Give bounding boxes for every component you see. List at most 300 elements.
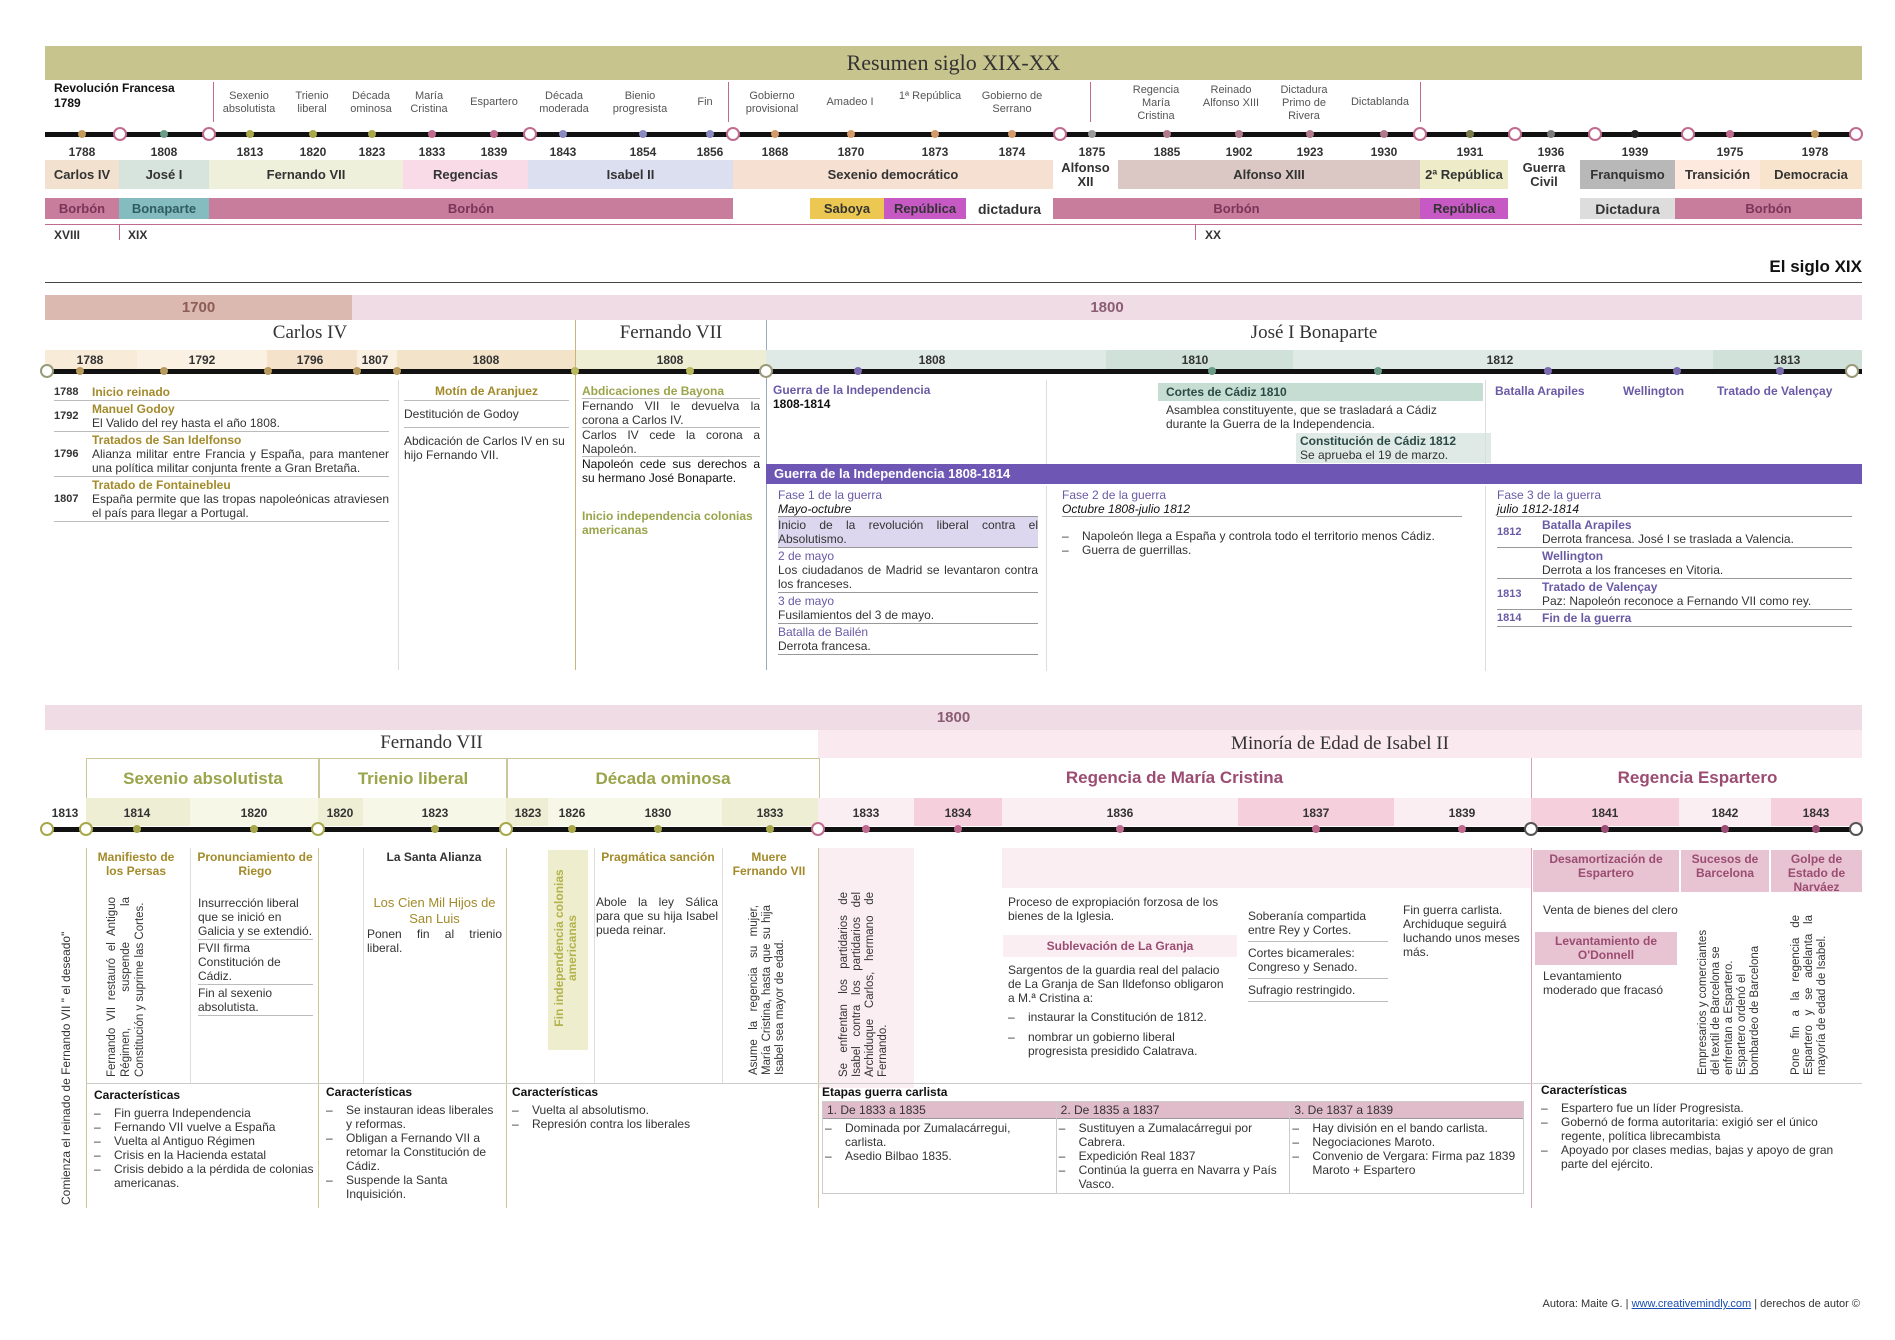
timeline-dot bbox=[568, 825, 576, 833]
top-label: Gobierno de Serrano bbox=[981, 90, 1043, 115]
s1-year: 1810 bbox=[1181, 353, 1209, 367]
event-title: Inicio reinado bbox=[92, 385, 171, 399]
revolution-label bbox=[54, 81, 175, 111]
s2-year: 1833 bbox=[852, 806, 880, 820]
granja-list bbox=[1008, 1010, 1233, 1064]
s1-year: 1808 bbox=[472, 353, 500, 367]
top-year: 1823 bbox=[358, 145, 386, 159]
s2-year: 1823 bbox=[421, 806, 449, 820]
period-trienio bbox=[318, 758, 508, 799]
s2-year: 1836 bbox=[1106, 806, 1134, 820]
fase2-title: Fase 2 de la guerra bbox=[1062, 488, 1167, 502]
cortes-block bbox=[1158, 383, 1483, 433]
s2-year: 1842 bbox=[1711, 806, 1739, 820]
century-label: XVIII bbox=[54, 228, 81, 242]
timeline-dot bbox=[559, 130, 567, 138]
aranjuez-title: Motín de Aranjuez bbox=[404, 384, 569, 401]
etapas-block bbox=[822, 1085, 1524, 1194]
head-riego: Pronunciamiento de Riego bbox=[197, 850, 313, 878]
top-year: 1839 bbox=[480, 145, 508, 159]
fase1-block bbox=[778, 488, 1038, 655]
fase3-item bbox=[1497, 610, 1852, 627]
top-year: 1868 bbox=[761, 145, 789, 159]
divider bbox=[190, 848, 191, 1083]
timeline-dot bbox=[1721, 825, 1729, 833]
event-title: Manuel Godoy bbox=[92, 402, 175, 416]
etapa-header: 3. De 1837 a 1839 bbox=[1290, 1102, 1523, 1119]
timeline-dot bbox=[490, 130, 498, 138]
characteristic-item: – Espartero fue un líder Progresista. bbox=[1541, 1101, 1859, 1115]
fase3-year: 1813 bbox=[1497, 588, 1522, 600]
s2-year: 1833 bbox=[756, 806, 784, 820]
fase1-title: Fase 1 de la guerra bbox=[778, 488, 883, 502]
dynasty-saboya: Saboya bbox=[810, 198, 884, 219]
s2-year: 1830 bbox=[644, 806, 672, 820]
divider bbox=[818, 848, 819, 1208]
timeline-dot bbox=[1466, 130, 1474, 138]
s2-year: 1820 bbox=[326, 806, 354, 820]
granja-text: Sargentos de la guardia real del palacio de La Granja de San Ildefonso obligaron a M.ª Cristina a: bbox=[1008, 963, 1224, 1005]
s2-year: 1834 bbox=[944, 806, 972, 820]
event-row bbox=[54, 477, 389, 522]
reign-segunda-republica: 2ª República bbox=[1420, 160, 1508, 189]
reign-sexenio: Sexenio democrático bbox=[733, 160, 1053, 189]
col-bg bbox=[914, 848, 1002, 1088]
head-pragmatica: Pragmática sanción bbox=[601, 850, 715, 864]
top-separator bbox=[1420, 82, 1421, 122]
top-year: 1873 bbox=[921, 145, 949, 159]
top-label: Amadeo I bbox=[826, 96, 874, 108]
timeline-dot bbox=[771, 130, 779, 138]
s2-year: 1837 bbox=[1302, 806, 1330, 820]
ruler-carlos-iv: Carlos IV bbox=[272, 322, 348, 343]
century-separator bbox=[119, 224, 120, 240]
timeline-dot bbox=[1547, 130, 1555, 138]
century-row bbox=[45, 224, 1862, 225]
fase2-block bbox=[1062, 488, 1462, 557]
s2-year: 1841 bbox=[1591, 806, 1619, 820]
fase2-item: – Guerra de guerrillas. bbox=[1062, 543, 1462, 557]
characteristic-item: – Suspende la Santa Inquisición. bbox=[326, 1173, 501, 1201]
divider bbox=[1485, 486, 1486, 671]
timeline-ring bbox=[1681, 127, 1695, 141]
s1-year: 1808 bbox=[656, 353, 684, 367]
timeline-dot bbox=[250, 825, 258, 833]
timeline-dot bbox=[1544, 367, 1552, 375]
reign-transicion: Transición bbox=[1675, 160, 1760, 189]
fase3-item-text: Derrota a los franceses en Vitoria. bbox=[1542, 563, 1724, 577]
timeline-ring bbox=[759, 364, 773, 378]
narvaez-text: Pone fin a la regencia de Espartero y se adelanta la mayoría de edad de Isabel. bbox=[1790, 915, 1828, 1075]
dynasty-dictadura: Dictadura bbox=[1580, 198, 1675, 219]
timeline-dot bbox=[1208, 367, 1216, 375]
century-label: XIX bbox=[128, 228, 148, 242]
bayona-text: Fernando VII le devuelva la corona a Carlos IV. bbox=[582, 399, 760, 427]
etapa-item: – Continúa la guerra en Navarra y País Vasco. bbox=[1059, 1163, 1288, 1191]
head-muere: Muere Fernando VII bbox=[732, 850, 806, 878]
timeline-dot bbox=[1458, 825, 1466, 833]
timeline-ring bbox=[1508, 127, 1522, 141]
century-1800-s2: 1800 bbox=[45, 705, 1862, 730]
fase3-item bbox=[1497, 548, 1852, 579]
odonnell-text: Levantamiento moderado que fracasó bbox=[1543, 969, 1664, 997]
century-separator bbox=[1195, 224, 1196, 240]
fase1-item-text: Inicio de la revolución liberal contra el Absolutismo. bbox=[778, 518, 1038, 546]
s2-year: 1826 bbox=[558, 806, 586, 820]
event-text: Alianza militar entre Francia y España, para mantener una política militar conjunta frente a Gran Bretaña. bbox=[92, 447, 389, 475]
progresista-item: Soberanía compartida entre Rey y Cortes. bbox=[1248, 905, 1388, 942]
timeline-ring bbox=[523, 127, 537, 141]
aranjuez-block bbox=[404, 384, 569, 462]
timeline-dot bbox=[639, 130, 647, 138]
characteristic-item: – Fin guerra Independencia bbox=[94, 1106, 314, 1120]
carlos-events bbox=[54, 384, 389, 522]
fase1-item bbox=[778, 593, 1038, 624]
bayona-text: Carlos IV cede la corona a Napoleón. bbox=[582, 428, 760, 456]
event-title: Tratados de San Idelfonso bbox=[92, 433, 242, 447]
dynasty-borbon: Borbón bbox=[45, 198, 119, 219]
odonnell-title: Levantamiento de O'Donnell bbox=[1535, 932, 1677, 965]
top-year: 1978 bbox=[1801, 145, 1829, 159]
s1-year: 1812 bbox=[1486, 353, 1514, 367]
s2-year: 1813 bbox=[51, 806, 79, 820]
top-year: 1833 bbox=[418, 145, 446, 159]
period-decada bbox=[506, 758, 820, 799]
timeline-dot bbox=[264, 367, 272, 375]
event-text: España permite que las tropas napoleónicas atraviesen el país para llegar a Portugal. bbox=[92, 492, 389, 520]
event-year: 1792 bbox=[54, 410, 79, 422]
etapa-item: – Sustituyen a Zumalacárregui por Cabrera. bbox=[1059, 1121, 1288, 1149]
timeline-dot bbox=[1601, 825, 1609, 833]
fase1-item bbox=[778, 548, 1038, 593]
period-label: Década ominosa bbox=[595, 769, 731, 788]
top-year: 1820 bbox=[299, 145, 327, 159]
reign-franquismo: Franquismo bbox=[1580, 160, 1675, 189]
constitucion-block bbox=[1296, 433, 1491, 463]
fase1-item-text: Los ciudadanos de Madrid se levantaron contra los franceses. bbox=[778, 563, 1038, 591]
top-label: Década moderada bbox=[539, 90, 589, 115]
gi-years: 1808-1814 bbox=[773, 397, 831, 411]
pragmatica-text: Abole la ley Sálica para que su hija Isabel pueda reinar. bbox=[596, 895, 718, 937]
event-row bbox=[54, 384, 389, 401]
revolution-name: Revolución Francesa bbox=[54, 81, 175, 95]
timeline-dot bbox=[309, 130, 317, 138]
fase1-period: Mayo-octubre bbox=[778, 502, 1038, 517]
fase3-item-title: Tratado de Valençay bbox=[1542, 580, 1658, 594]
timeline-ring bbox=[1524, 822, 1538, 836]
dynasty-republica: República bbox=[884, 198, 966, 219]
etapa-item: – Hay división en el bando carlista. bbox=[1292, 1121, 1521, 1135]
timeline-dot bbox=[1380, 130, 1388, 138]
fase3-year: 1812 bbox=[1497, 526, 1522, 538]
granja-item: – nombrar un gobierno liberal progresista presidido Calatrava. bbox=[1008, 1030, 1233, 1058]
divider bbox=[86, 848, 87, 1208]
granja-title-box bbox=[1003, 935, 1237, 957]
divider bbox=[594, 848, 595, 1083]
timeline-dot bbox=[133, 825, 141, 833]
timeline-ring bbox=[1849, 127, 1863, 141]
page-title: Resumen siglo XIX-XX bbox=[45, 46, 1862, 80]
section-title: El siglo XIX bbox=[1769, 257, 1862, 276]
event-title: Tratado de Fontainebleu bbox=[92, 478, 231, 492]
characteristic-item: – Obligan a Fernando VII a retomar la Constitución de Cádiz. bbox=[326, 1131, 501, 1173]
timeline-dot bbox=[854, 367, 862, 375]
top-label: Regencia María Cristina bbox=[1132, 84, 1180, 122]
persas-text: Fernando VII restauró el Antiguo Régimen, suspende la Constitución y suprime las Cortes. bbox=[106, 897, 146, 1077]
s2-year: 1823 bbox=[514, 806, 542, 820]
timeline-dot bbox=[353, 367, 361, 375]
century-label: XX bbox=[1205, 228, 1222, 242]
riego-item: Fin al sexenio absolutista. bbox=[198, 985, 313, 1016]
timeline-dot bbox=[160, 130, 168, 138]
timeline-dot bbox=[1776, 367, 1784, 375]
top-year: 1856 bbox=[696, 145, 724, 159]
footer-author: Autora: Maite G. | bbox=[1542, 1298, 1629, 1310]
s2-year: 1814 bbox=[123, 806, 151, 820]
gi-title: Guerra de la Independencia bbox=[773, 383, 931, 397]
fase1-item bbox=[778, 624, 1038, 655]
granja-title: Sublevación de La Granja bbox=[1046, 939, 1194, 953]
century-1700: 1700 bbox=[45, 295, 352, 320]
gi-title-block bbox=[773, 383, 930, 411]
etapa-header: 1. De 1833 a 1835 bbox=[823, 1102, 1056, 1119]
timeline-dot bbox=[1116, 825, 1124, 833]
timeline-dot bbox=[1306, 130, 1314, 138]
top-label: Bienio progresista bbox=[612, 90, 668, 115]
timeline-ring bbox=[1849, 822, 1863, 836]
reign-isabel-ii: Isabel II bbox=[528, 160, 733, 189]
granja-item: – instaurar la Constitución de 1812. bbox=[1008, 1010, 1233, 1024]
timeline-dot bbox=[76, 367, 84, 375]
etapa-item: – Negociaciones Maroto. bbox=[1292, 1135, 1521, 1149]
footer-rights: | derechos de autor © bbox=[1754, 1298, 1860, 1310]
timeline-dot bbox=[954, 825, 962, 833]
divider bbox=[1046, 486, 1047, 671]
fase3-item-title: Fin de la guerra bbox=[1542, 611, 1632, 625]
label-valencay: Tratado de Valençay bbox=[1717, 384, 1833, 398]
top-year: 1936 bbox=[1537, 145, 1565, 159]
car-title: Características bbox=[94, 1088, 181, 1102]
timeline-ring bbox=[79, 822, 93, 836]
etapas-title: Etapas guerra carlista bbox=[822, 1085, 948, 1099]
timeline-dot bbox=[571, 367, 579, 375]
head-desam-espartero: Desamortización de Espartero bbox=[1533, 850, 1679, 892]
timeline-dot bbox=[1088, 130, 1096, 138]
characteristic-item: – Fernando VII vuelve a España bbox=[94, 1120, 314, 1134]
head-barcelona: Sucesos de Barcelona bbox=[1681, 850, 1769, 892]
top-year: 1843 bbox=[549, 145, 577, 159]
top-year: 1808 bbox=[150, 145, 178, 159]
s1-year: 1813 bbox=[1773, 353, 1801, 367]
timeline-ring bbox=[1588, 127, 1602, 141]
divider bbox=[506, 848, 507, 1208]
event-row bbox=[54, 401, 389, 432]
top-year: 1885 bbox=[1153, 145, 1181, 159]
dynasty-borbon: Borbón bbox=[1675, 198, 1862, 219]
head-narvaez: Golpe de Estado de Narváez bbox=[1771, 850, 1862, 892]
top-separator bbox=[213, 82, 214, 122]
fase1-item bbox=[778, 517, 1038, 548]
footer bbox=[1543, 1298, 1861, 1310]
top-year: 1939 bbox=[1621, 145, 1649, 159]
etapa-column bbox=[1290, 1102, 1523, 1193]
riego-item: FVII firma Constitución de Cádiz. bbox=[198, 940, 313, 985]
vergara-text: Fin guerra carlista. Archiduque seguirá luchando unos meses más. bbox=[1403, 903, 1520, 959]
top-label: 1ª República bbox=[898, 90, 962, 102]
col-bg bbox=[1394, 848, 1531, 888]
event-row bbox=[54, 432, 389, 477]
fase1-item-text: Derrota francesa. bbox=[778, 639, 871, 653]
revolution-year: 1789 bbox=[54, 96, 81, 110]
reign-jose-i: José I bbox=[119, 160, 209, 189]
riego-item: Insurrección liberal que se inició en Galicia y se extendió. bbox=[198, 896, 313, 938]
dynasty-republica: República bbox=[1420, 198, 1508, 219]
timeline-dot bbox=[766, 825, 774, 833]
timeline-dot bbox=[160, 367, 168, 375]
top-label: María Cristina bbox=[410, 90, 448, 115]
fase1-item-title: Batalla de Bailén bbox=[778, 625, 869, 639]
s1-year: 1807 bbox=[361, 353, 389, 367]
timeline-dot bbox=[1812, 825, 1820, 833]
reign-alfonso-xii: Alfonso XII bbox=[1053, 160, 1118, 189]
period-regencia-mc bbox=[818, 758, 1531, 798]
etapa-header: 2. De 1835 a 1837 bbox=[1057, 1102, 1290, 1119]
war-bar: Guerra de la Independencia 1808-1814 bbox=[766, 464, 1862, 484]
timeline-dot bbox=[654, 825, 662, 833]
timeline-dot bbox=[1312, 825, 1320, 833]
aranjuez-text: Abdicación de Carlos IV en su hijo Fernando VII. bbox=[404, 434, 565, 462]
col-bg bbox=[1238, 848, 1394, 888]
muere-text: Asume la regencia su mujer, María Cristina, hasta que su hija Isabel sea mayor de edad. bbox=[748, 905, 786, 1075]
fase3-block bbox=[1497, 488, 1852, 627]
top-year: 1975 bbox=[1716, 145, 1744, 159]
fase3-item-title: Wellington bbox=[1542, 549, 1604, 563]
indep-colonias: Inicio independencia colonias americanas bbox=[582, 509, 753, 537]
top-label: Década ominosa bbox=[350, 90, 392, 115]
period-regencia-esp bbox=[1531, 758, 1863, 798]
cortes-title: Cortes de Cádiz 1810 bbox=[1158, 383, 1483, 401]
characteristic-item: – Crisis debido a la pérdida de colonias americanas. bbox=[94, 1162, 314, 1190]
timeline-dot bbox=[1631, 130, 1639, 138]
event-year: 1788 bbox=[54, 386, 79, 398]
footer-link[interactable]: www.creativemindly.com bbox=[1631, 1298, 1752, 1310]
timeline-dot bbox=[428, 130, 436, 138]
top-year: 1902 bbox=[1225, 145, 1253, 159]
characteristic-item: – Apoyado por clases medias, bajas y apoyo de gran parte del ejército. bbox=[1541, 1143, 1859, 1171]
fase3-item-text: Derrota francesa. José I se traslada a Valencia. bbox=[1542, 532, 1794, 546]
car-title: Características bbox=[512, 1085, 599, 1099]
century-1800: 1800 bbox=[352, 295, 1862, 320]
event-text: El Valido del rey hasta el año 1808. bbox=[92, 416, 280, 430]
mendizabal-text: Proceso de expropiación forzosa de los bienes de la Iglesia. bbox=[1008, 895, 1219, 923]
divider bbox=[722, 848, 723, 1083]
top-label: Fin bbox=[697, 96, 713, 108]
timeline-dot bbox=[1726, 130, 1734, 138]
fase3-period: julio 1812-1814 bbox=[1497, 502, 1852, 517]
timeline-dot bbox=[1235, 130, 1243, 138]
label-arapiles: Batalla Arapiles bbox=[1495, 384, 1585, 398]
head-persas: Manifiesto de los Persas bbox=[97, 850, 175, 878]
timeline-dot bbox=[931, 130, 939, 138]
top-label: Dictadura Primo de Rivera bbox=[1280, 84, 1328, 122]
reign-democracia: Democracia bbox=[1760, 160, 1862, 189]
timeline-ring bbox=[113, 127, 127, 141]
timeline-ring bbox=[499, 822, 513, 836]
car-title: Características bbox=[1541, 1083, 1628, 1097]
progresista-block bbox=[1248, 905, 1388, 1002]
s1-year: 1796 bbox=[296, 353, 324, 367]
dynasty-borbon: Borbón bbox=[209, 198, 733, 219]
timeline-dot bbox=[847, 130, 855, 138]
head-santa-alianza: La Santa Alianza bbox=[386, 850, 482, 864]
dynasty-bonaparte: Bonaparte bbox=[119, 198, 209, 219]
timeline-dot bbox=[393, 367, 401, 375]
timeline-dot bbox=[1811, 130, 1819, 138]
timeline-dot bbox=[1673, 367, 1681, 375]
fase1-item-title: 3 de mayo bbox=[778, 594, 835, 608]
top-year: 1930 bbox=[1370, 145, 1398, 159]
cien-mil: Los Cien Mil Hijos de San Luis bbox=[373, 895, 496, 926]
divider bbox=[363, 848, 364, 1083]
etapa-item: – Dominada por Zumalacárregui, carlista. bbox=[825, 1121, 1054, 1149]
fase3-year: 1814 bbox=[1497, 612, 1522, 624]
characteristic-item: – Represión contra los liberales bbox=[512, 1117, 812, 1131]
car-title: Características bbox=[326, 1085, 413, 1099]
car-sexenio bbox=[94, 1088, 314, 1190]
characteristic-item: – Crisis en la Hacienda estatal bbox=[94, 1148, 314, 1162]
timeline-ring bbox=[726, 127, 740, 141]
timeline-dot bbox=[706, 130, 714, 138]
progresista-item: Cortes bicamerales: Congreso y Senado. bbox=[1248, 942, 1388, 979]
timeline-ring bbox=[1413, 127, 1427, 141]
s2-right-title: Minoría de Edad de Isabel II bbox=[818, 730, 1862, 758]
fase1-item-text: Fusilamientos del 3 de mayo. bbox=[778, 608, 935, 622]
top-label: Gobierno provisional bbox=[745, 90, 799, 115]
period-sexenio bbox=[86, 758, 320, 799]
timeline-ring bbox=[40, 364, 54, 378]
top-label: Espartero bbox=[470, 96, 518, 108]
etapa-column bbox=[1057, 1102, 1291, 1193]
top-year: 1813 bbox=[236, 145, 264, 159]
divider bbox=[318, 848, 319, 1208]
side-note: Comienza el reinado de Fernando VII " el deseado" bbox=[59, 931, 73, 1205]
fin-indep-text: Fin independencia colonias americanas bbox=[552, 869, 579, 1027]
fase3-year bbox=[1497, 549, 1542, 577]
ruler-fernando-vii: Fernando VII bbox=[619, 322, 723, 343]
cien-mil-text: Ponen fin al trienio liberal. bbox=[367, 927, 502, 955]
top-year: 1854 bbox=[629, 145, 657, 159]
reign-alfonso-xiii: Alfonso XIII bbox=[1118, 160, 1420, 189]
carlista-text: Se enfrentan los partidarios de Isabel contra los partidarios del Archiduque Carlos, hermano de Fernando. bbox=[838, 892, 889, 1077]
period-label: Regencia Espartero bbox=[1617, 768, 1778, 787]
reign-fernando-vii: Fernando VII bbox=[209, 160, 403, 189]
car-espartero bbox=[1541, 1083, 1859, 1171]
top-year: 1874 bbox=[998, 145, 1026, 159]
etapa-column bbox=[823, 1102, 1057, 1193]
timeline-ring bbox=[40, 822, 54, 836]
divider bbox=[1485, 380, 1486, 464]
top-separator bbox=[728, 82, 729, 122]
car-decada bbox=[512, 1085, 812, 1131]
ruler-jose-i: José I Bonaparte bbox=[1250, 322, 1378, 343]
period-label: Trienio liberal bbox=[357, 769, 469, 788]
timeline-dot bbox=[1163, 130, 1171, 138]
col-bg bbox=[1002, 848, 1238, 888]
timeline-ring bbox=[202, 127, 216, 141]
fase3-item-title: Batalla Arapiles bbox=[1542, 518, 1632, 532]
s1-year: 1792 bbox=[188, 353, 216, 367]
etapa-item: – Expedición Real 1837 bbox=[1059, 1149, 1288, 1163]
